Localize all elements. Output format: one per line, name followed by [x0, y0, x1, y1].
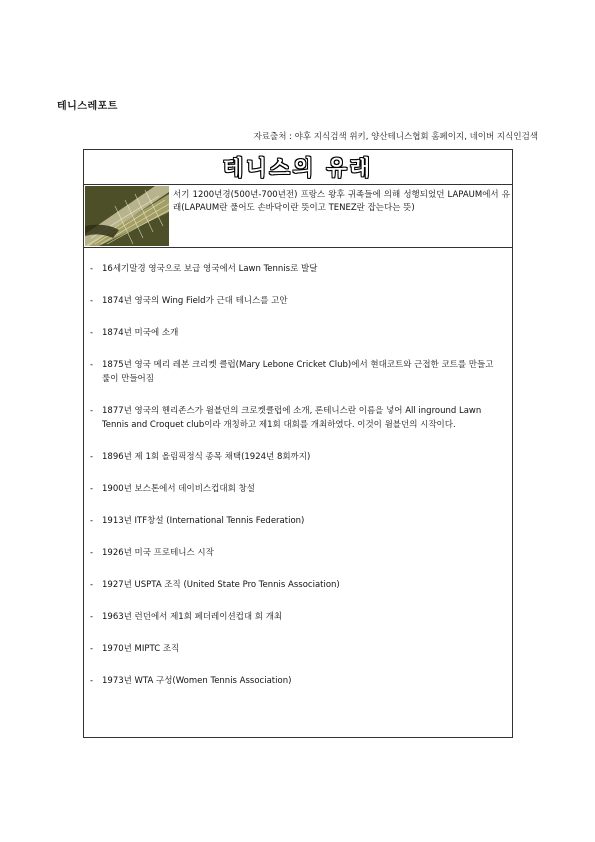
title-row — [84, 150, 512, 185]
list-item: - 1970년 MIPTC 조직 — [90, 644, 180, 654]
list-item: - 1900년 보스톤에서 데이비스컵대회 창설 — [90, 484, 255, 494]
document-heading: 테니스레포트 — [57, 101, 118, 112]
list-item: - 1913년 ITF창설 (International Tennis Federation) — [90, 516, 305, 526]
list-item: - 1963년 런던에서 제1회 페더레이션컵대 회 개최 — [90, 612, 283, 622]
list-item: - 1926년 미국 프로테니스 시작 — [90, 548, 214, 558]
list-item: - 1874년 영국의 Wing Field가 근대 테니스를 고안 — [90, 296, 288, 306]
list-item: - 16세기말경 영국으로 보급 영국에서 Lawn Tennis로 발달 — [90, 264, 318, 274]
intro-row — [84, 185, 512, 248]
source-note: 자료출처 : 야후 지식검색 위키, 양산테니스협회 홈페이지, 네이버 지식인검색 — [253, 132, 538, 142]
racket-illustration — [85, 186, 169, 246]
content-box — [83, 149, 513, 738]
list-item: - 1927년 USPTA 조직 (United State Pro Tennis Association) — [90, 580, 340, 590]
history-list — [84, 248, 512, 688]
intro-text: 서기 1200년경(500년-700년전) 프랑스 왕후 귀족들에 의해 성행되었던 LAPAUM에서 유래(LAPAUM란 풀어도 손바닥이란 뜻이고 TENEZ란 잡는다는 뜻) — [173, 190, 510, 213]
list-item: - 1875년 영국 메리 레본 크리켓 클럽(Mary Lebone Cricket Club)에서 현대코트와 근접한 코트를 만들고 룰이 만들어짐 — [90, 360, 494, 384]
list-item: - 1874년 미국에 소개 — [90, 328, 179, 338]
list-item: - 1896년 제 1회 올림픽정식 종목 채택(1924년 8회까지) — [90, 452, 311, 462]
list-item: - 1973년 WTA 구성(Women Tennis Association) — [90, 676, 292, 686]
list-item: - 1877년 영국의 헨리존스가 윔블던의 크로켓클럽에 소개, 론테니스란 이름을 넣어 All inground Lawn Tennis and Croquet club이라 개칭하고 제1회 대회를 개최하였다. 이것이 윔블던의 시작이다. — [90, 406, 482, 430]
box-title: 테니스의 유래 — [222, 156, 374, 180]
tennis-racket-image — [85, 186, 169, 246]
